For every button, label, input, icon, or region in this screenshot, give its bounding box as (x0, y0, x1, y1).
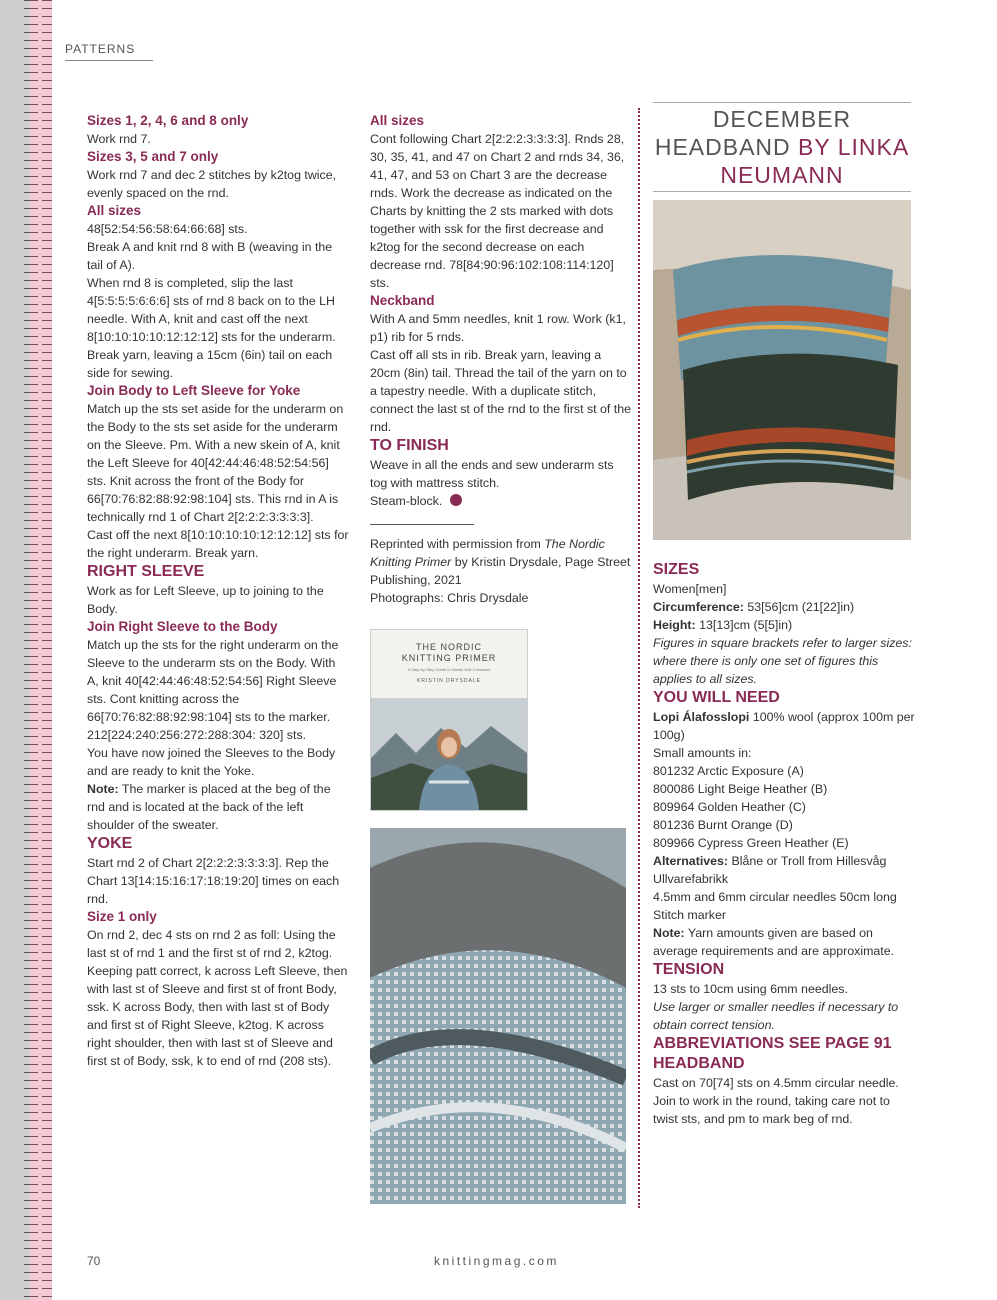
value: Blåne or Troll from Hillesvåg Ullvarefabrikk (653, 854, 887, 886)
column-1 (87, 112, 349, 1070)
headband-photo (653, 200, 911, 540)
headbands-illustration (653, 200, 911, 540)
credit-publisher: by Kristin Drysdale, Page Street Publishing, 2021 (370, 555, 631, 587)
subheading: Neckband (370, 293, 435, 308)
section-heading-right-sleeve: RIGHT SLEEVE (87, 563, 205, 580)
subheading: All sizes (370, 113, 425, 128)
paragraph: 13 sts to 10cm using 6mm needles. (653, 982, 848, 996)
divider-line (370, 524, 474, 525)
paragraph: 48[52:54:56:58:64:66:68] sts. (87, 222, 248, 236)
section-heading-to-finish: TO FINISH (370, 437, 449, 454)
label: Note: (653, 926, 685, 940)
title-line-3: NEUMANN (720, 162, 844, 188)
page-number: 70 (87, 1254, 101, 1268)
tension-note (653, 998, 915, 1034)
book-cover-photo (371, 698, 527, 810)
paragraph: Cast off all sts in rib. Break yarn, leaving a 20cm (8in) tail. Thread the tail of the yarn on to a tapestry needle. With a duplicate stitch, connect the last st of the rnd to the first st of the rnd. (370, 348, 632, 434)
alternatives (653, 852, 915, 888)
section-heading-yoke: YOKE (87, 835, 133, 852)
ruler-margin (0, 0, 52, 1300)
subheading: Join Right Sleeve to the Body (87, 619, 278, 634)
paragraph: Cast off the next 8[10:10:10:10:12:12:12] sts for the right underarm. Break yarn. (87, 528, 349, 560)
value: 53[56]cm (21[22]in) (743, 600, 855, 614)
credit-book-title: The Nordic Knitting Primer (370, 537, 605, 569)
label: Alternatives: (653, 854, 729, 868)
need-note (653, 924, 915, 960)
colour-item: 809966 Cypress Green Heather (E) (653, 836, 849, 850)
article-title (653, 102, 911, 192)
colorwork-pattern (370, 828, 626, 1204)
paragraph: You have now joined the Sleeves to the Body and are ready to knit the Yoke. (87, 746, 336, 778)
steam-block-text: Steam-block. (370, 494, 443, 508)
book-title: THE NORDIC KNITTING PRIMER (401, 642, 497, 663)
ruler-inch-scale (0, 0, 30, 1300)
subheading: Join Body to Left Sleeve for Yoke (87, 383, 301, 398)
note-paragraph (87, 780, 349, 834)
ruler-cm-scale (30, 0, 52, 1300)
paragraph: Small amounts in: (653, 746, 752, 760)
book-cover-image (370, 629, 528, 811)
column-2 (370, 112, 632, 607)
paragraph: Women[men] (653, 582, 727, 596)
knitwear-closeup-image (370, 828, 626, 1204)
sizes-note (653, 634, 915, 688)
section-heading-sizes: SIZES (653, 561, 700, 578)
book-subtitle: A Step-by-Step Guide to Nordic Knit Colorwork (407, 667, 491, 672)
paragraph (370, 492, 632, 510)
yarn-spec (653, 708, 915, 744)
paragraph: On rnd 2, dec 4 sts on rnd 2 as foll: Using the last st of rnd 1 and the first st of rnd 2, k2tog. Keeping patt correct, k across Left Sleeve, then with last st of Sleeve and first st of front Body, ssk. K across Body, then with last st of Body and first st of Right Sleeve, k2tog. K across right shoulder, then with last st of Sleeve and first st of Body, ssk, k to end of rnd (208 sts). (87, 928, 348, 1068)
title-byline: BY LINKA (798, 134, 910, 160)
paragraph: Cont following Chart 2[2:2:2:3:3:3:3]. Rnds 28, 30, 35, 41, and 47 on Chart 2 and rnds 34, 36, 41, 47, and 53 on Chart 3 are the decrease rnds. Work the decrease as indicated on the Charts by knitting the 2 sts marked with dots together with ssk for the first decrease and k2tog for the second decrease on each decrease rnd. 78[84:90:96:102:108:114:120] sts. (370, 132, 625, 290)
measurement-height (653, 616, 915, 634)
yarn-name: Lopi Álafosslopi (653, 710, 750, 724)
title-word-headband: HEADBAND (654, 134, 799, 160)
note-text: Figures in square brackets refer to larger sizes: where there is only one set of figures this applies to all sizes. (653, 636, 912, 686)
photo-credit: Photographs: Chris Drysdale (370, 591, 529, 605)
paragraph: Match up the sts for the right underarm on the Sleeve to the underarm sts on the Body. With A, knit 40[42:44:46:48:52:54:56] Right Sleeve sts. Cont knitting across the 66[70:76:82:88:92:98:104] sts to the marker. 212[224:240:256:272:288:304: 320] sts. (87, 638, 339, 742)
section-header: PATTERNS (65, 42, 153, 61)
paragraph: Stitch marker (653, 908, 726, 922)
measurement-circumference (653, 598, 915, 616)
footer-url: knittingmag.com (434, 1254, 559, 1268)
colour-item: 800086 Light Beige Heather (B) (653, 782, 828, 796)
paragraph: When rnd 8 is completed, slip the last 4[5:5:5:5:6:6:6] sts of rnd 8 back on to the LH needle. With A, knit and cast off the next 8[10:10:10:10:12:12:12] sts for the underarm. Break yarn, leaving a 15cm (6in) tail on each side for sewing. (87, 276, 336, 380)
credit-prefix: Reprinted with permission from (370, 537, 545, 551)
end-mark-icon (449, 493, 463, 507)
section-heading-headband: HEADBAND (653, 1055, 745, 1072)
subheading: Sizes 1, 2, 4, 6 and 8 only (87, 113, 249, 128)
section-heading-tension: TENSION (653, 961, 725, 978)
subheading: Sizes 3, 5 and 7 only (87, 149, 219, 164)
paragraph: Match up the sts set aside for the underarm on the Body to the sts set aside for the underarm on the Sleeve. Pm. With a new skein of A, knit the Left Sleeve for 40[42:44:46:48:52:54:56] sts. Knit across the front of the Body for 66[70:76:82:88:92:98:104] sts. This rnd in A is technically rnd 1 of Chart 2[2:2:2:3:3:3:3]. (87, 402, 344, 524)
section-heading-abbreviations: ABBREVIATIONS SEE PAGE 91 (653, 1035, 892, 1052)
colour-item: 801236 Burnt Orange (D) (653, 818, 793, 832)
note-label: Note: (87, 782, 119, 796)
colour-item: 801232 Arctic Exposure (A) (653, 764, 804, 778)
section-heading-you-will-need: YOU WILL NEED (653, 689, 780, 706)
column-3 (653, 560, 915, 1128)
subheading: Size 1 only (87, 909, 157, 924)
paragraph: Break A and knit rnd 8 with B (weaving in the tail of A). (87, 240, 333, 272)
paragraph: Start rnd 2 of Chart 2[2:2:2:3:3:3:3]. Rep the Chart 13[14:15:16:17:18:19:20] times on each rnd. (87, 856, 340, 906)
label: Circumference: (653, 600, 744, 614)
subheading: All sizes (87, 203, 142, 218)
paragraph: Work rnd 7 and dec 2 stitches by k2tog twice, evenly spaced on the rnd. (87, 168, 337, 200)
yarn-detail: 100% wool (approx 100m per 100g) (653, 710, 915, 742)
note-text: Use larger or smaller needles if necessary to obtain correct tension. (653, 1000, 899, 1032)
label: Height: (653, 618, 696, 632)
book-author: KRISTIN DRYSDALE (417, 678, 481, 684)
credit-text (370, 535, 632, 589)
column-divider (638, 108, 640, 1208)
paragraph: Work as for Left Sleeve, up to joining to the Body. (87, 584, 324, 616)
title-line-1: DECEMBER (712, 106, 852, 132)
note-text: The marker is placed at the beg of the rnd and is located at the back of the left shoulder of the sweater. (87, 782, 331, 832)
paragraph: With A and 5mm needles, knit 1 row. Work (k1, p1) rib for 5 rnds. (370, 312, 626, 344)
colour-item: 809964 Golden Heather (C) (653, 800, 806, 814)
paragraph: Weave in all the ends and sew underarm sts tog with mattress stitch. (370, 458, 614, 490)
title-line-2 (653, 133, 911, 161)
paragraph: Work rnd 7. (87, 132, 151, 146)
value: Yarn amounts given are based on average requirements and are approximate. (653, 926, 895, 958)
paragraph: 4.5mm and 6mm circular needles 50cm long (653, 890, 897, 904)
value: 13[13]cm (5[5]in) (695, 618, 793, 632)
paragraph: Cast on 70[74] sts on 4.5mm circular needle. Join to work in the round, taking care not to twist sts, and pm to mark beg of rnd. (653, 1076, 899, 1126)
